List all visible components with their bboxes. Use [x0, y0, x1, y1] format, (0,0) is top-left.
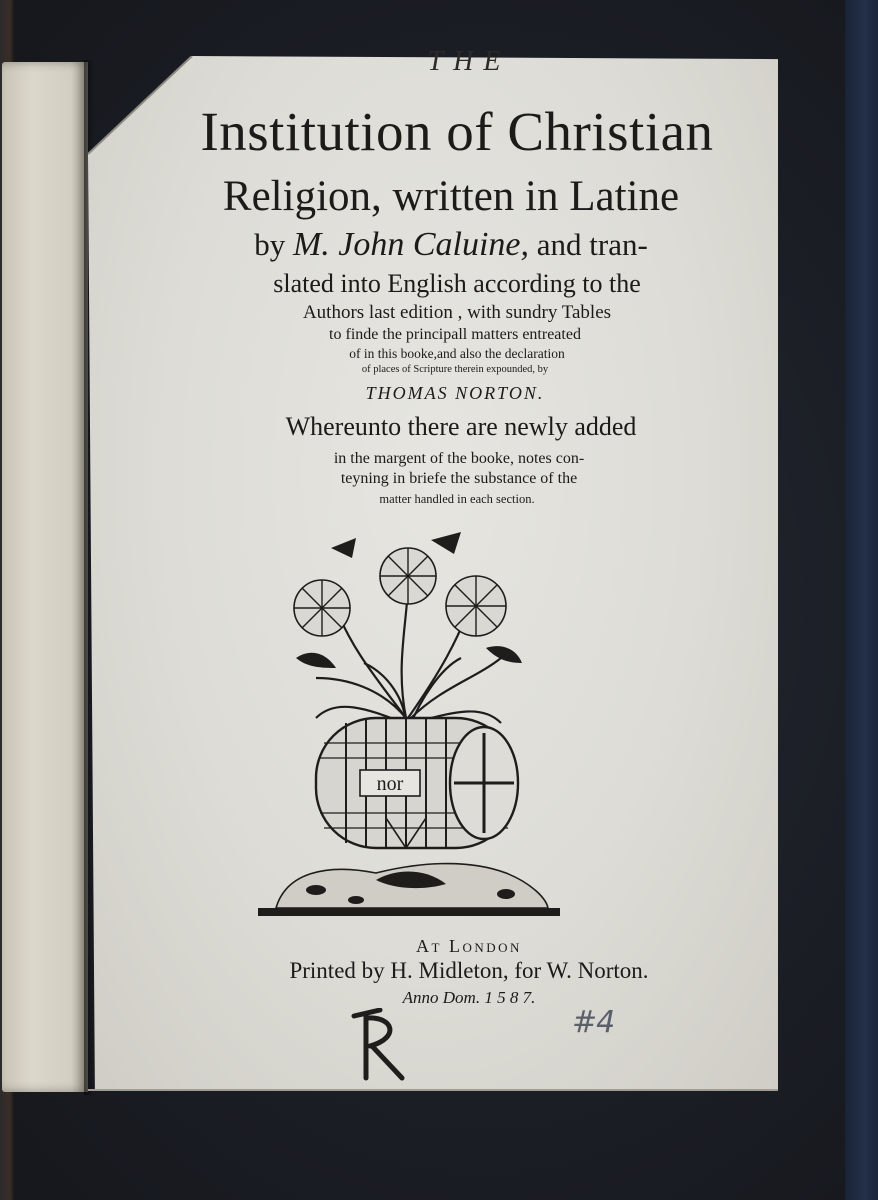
handwritten-note: #4: [572, 1005, 615, 1040]
addition-heading: Whereunto there are newly added: [285, 412, 637, 441]
author-name: M. John Caluine,: [292, 226, 530, 263]
title-line-2: Religion, written in Latine: [222, 173, 680, 220]
title-line-8: of places of Scripture therein expounded, by: [361, 364, 549, 375]
by-suffix: and tran-: [536, 227, 648, 262]
by-prefix: by: [254, 227, 286, 262]
title-line-6: to finde the principall matters entreated: [329, 326, 581, 343]
addition-line-1: in the margent of the booke, notes con-: [333, 450, 585, 467]
title-line-4: slated into English according to the: [273, 269, 641, 298]
title-line-1: Institution of Christian: [200, 101, 714, 162]
flower-vase-barrel-woodcut-icon: [256, 528, 562, 920]
translator-name: THOMAS NORTON.: [365, 383, 545, 403]
addition-line-3: matter handled in each section.: [379, 492, 535, 506]
woodcut-label: nor: [376, 773, 404, 795]
title-line-7: of in this booke,and also the declaration: [349, 346, 565, 361]
title-the: THE: [427, 46, 511, 77]
author-line: [0, 226, 878, 264]
imprint-date: Anno Dom. 1 5 8 7.: [402, 988, 536, 1007]
imprint-printer: Printed by H. Midleton, for W. Norton.: [289, 958, 649, 983]
printers-mark-r-icon: [344, 1008, 414, 1084]
imprint-place: At London: [416, 936, 522, 956]
addition-line-2: teyning in briefe the substance of the: [340, 470, 578, 487]
title-line-5: Authors last edition , with sundry Tables: [302, 302, 612, 323]
